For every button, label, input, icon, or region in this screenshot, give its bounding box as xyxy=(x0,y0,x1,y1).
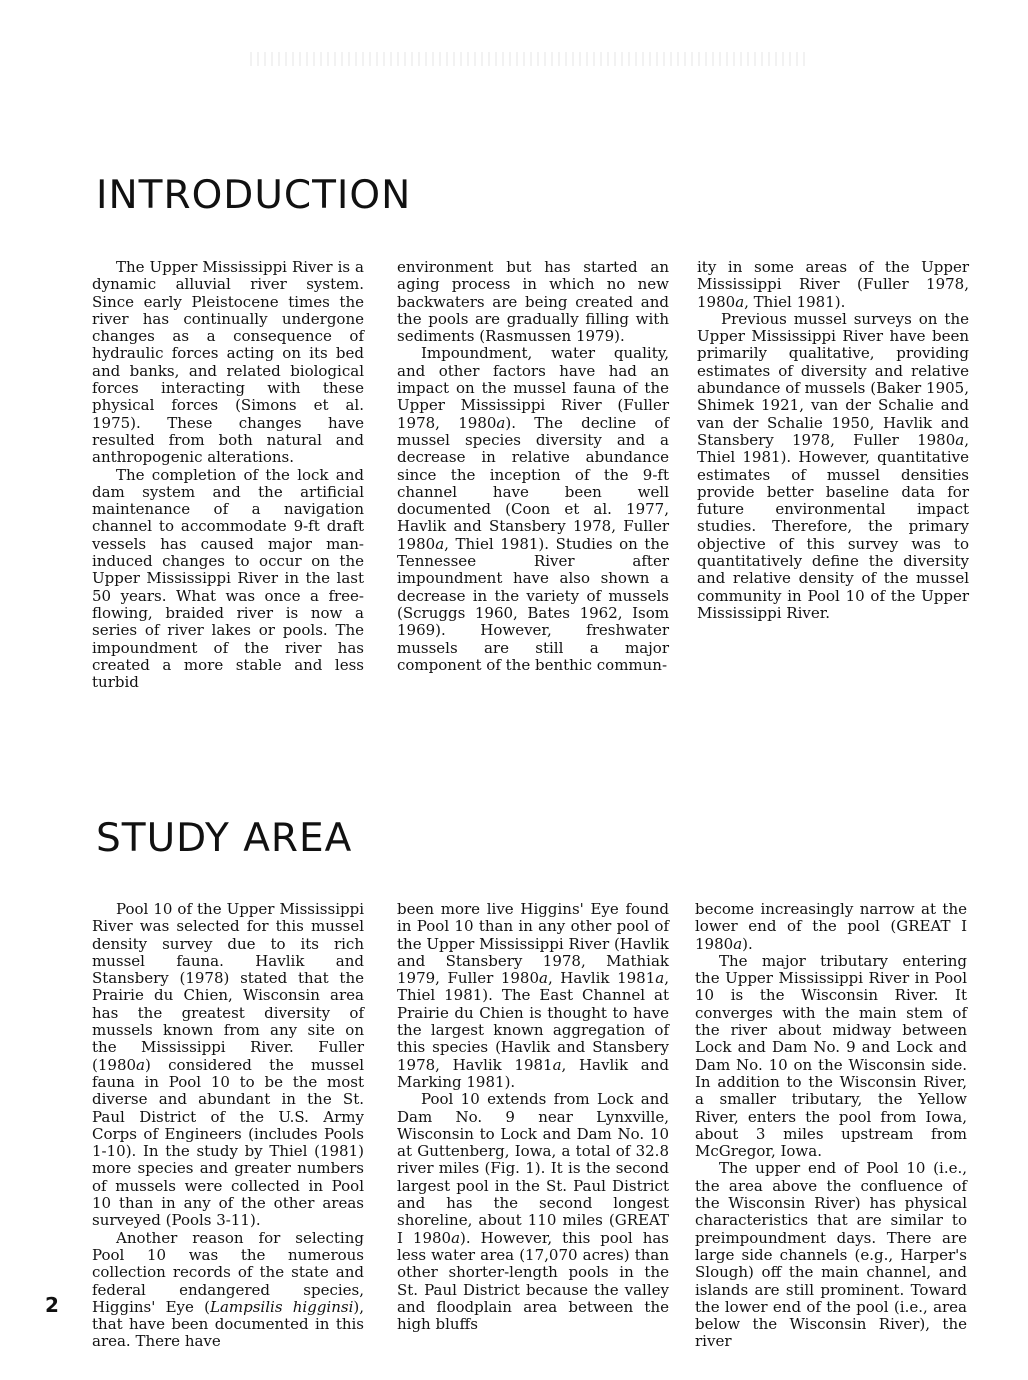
paragraph: Another reason for selecting Pool 10 was the numerous collection records of the state and federal endangered species, Higgins' Eye (Lampsilis higginsi), that have been documented in this area. There have xyxy=(92,1228,364,1351)
scan-artifact xyxy=(250,52,810,66)
paragraph: Previous mussel surveys on the Upper Mississippi River have been primarily qualitative, providing estimates of diversity and relative abundance of mussels (Baker 1905, Shimek 1921, van der Schalie and van der Schalie 1950, Havlik and Stansbery 1978, Fuller 1980a, Thiel 1981). However, quantitative estimates of mussel densities provide better baseline data for future environmental impact studies. Therefore, the primary objective of this survey was to quantitatively define the diversity and relative density of the mussel community in Pool 10 of the Upper Mississippi River. xyxy=(697,309,969,622)
paragraph: environment but has started an aging process in which no new backwaters are being created and the pools are gradually filling with sediments (Rasmussen 1979). xyxy=(397,258,669,346)
paragraph: The upper end of Pool 10 (i.e., the area above the confluence of the Wisconsin River) has physical characteristics that are similar to preimpoundment days. There are large side channels (e.g., Harper's Slough) off the main channel, and islands are still prominent. Toward the lower end of the pool (i.e., area below the Wisconsin River), the river xyxy=(695,1159,967,1351)
paragraph: Pool 10 of the Upper Mississippi River was selected for this mussel density survey due to its rich mussel fauna. Havlik and Stansbery (1978) stated that the Prairie du Chien, Wisconsin area has the greatest diversity of mussels known from any site on the Mississippi River. Fuller (1980a) considered the mussel fauna in Pool 10 to be the most diverse and abundant in the St. Paul District of the U.S. Army Corps of Engineers (includes Pools 1-10). In the study by Thiel (1981) more species and greater numbers of mussels were collected in Pool 10 than in any of the other areas surveyed (Pools 3-11). xyxy=(92,900,364,1230)
paragraph: The Upper Mississippi River is a dynamic alluvial river system. Since early Pleistocene times the river has continually undergone changes as a consequence of hydraulic forces acting on its bed and banks, and related biological forces interacting with these physical forces (Simons et al. 1975). These changes have resulted from both natural and anthropogenic alterations. xyxy=(92,258,364,467)
study-area-heading: STUDY AREA xyxy=(96,816,353,861)
page-number: 2 xyxy=(45,1293,59,1317)
introduction-column-2 xyxy=(397,259,669,674)
introduction-column-3 xyxy=(697,259,969,622)
introduction-heading: INTRODUCTION xyxy=(96,173,412,218)
paragraph: ity in some areas of the Upper Mississippi River (Fuller 1978, 1980a, Thiel 1981). xyxy=(697,258,969,311)
study-area-column-2 xyxy=(397,901,669,1333)
paragraph: Impoundment, water quality, and other factors have had an impact on the mussel fauna of the Upper Mississippi River (Fuller 1978, 1980a). The decline of mussel species diversity and a decrease in relative abundance since the inception of the 9-ft channel have been well documented (Coon et al. 1977, Havlik and Stansbery 1978, Fuller 1980a, Thiel 1981). Studies on the Tennessee River after impoundment have also shown a decrease in the variety of mussels (Scruggs 1960, Bates 1962, Isom 1969). However, freshwater mussels are still a major component of the benthic commun- xyxy=(397,344,670,674)
paragraph: been more live Higgins' Eye found in Pool 10 than in any other pool of the Upper Mississippi River (Havlik and Stansbery 1978, Mathiak 1979, Fuller 1980a, Havlik 1981a, Thiel 1981). The East Channel at Prairie du Chien is thought to have the largest known aggregation of this species (Havlik and Stansbery 1978, Havlik 1981a, Havlik and Marking 1981). xyxy=(397,900,669,1091)
study-area-column-3 xyxy=(695,901,967,1351)
introduction-column-1 xyxy=(92,259,364,691)
paragraph: The completion of the lock and dam system and the artificial maintenance of a navigation channel to accommodate 9-ft draft vessels has caused major man-induced changes to occur on the Upper Mississippi River in the last 50 years. What was once a free-flowing, braided river is now a series of river lakes or pools. The impoundment of the river has created a more stable and less turbid xyxy=(92,465,364,692)
study-area-column-1 xyxy=(92,901,364,1351)
paragraph: The major tributary entering the Upper Mississippi River in Pool 10 is the Wisconsin River. It converges with the main stem of the river about midway between Lock and Dam No. 9 and Lock and Dam No. 10 on the Wisconsin side. In addition to the Wisconsin River, a smaller tributary, the Yellow River, enters the pool from Iowa, about 3 miles upstream from McGregor, Iowa. xyxy=(695,951,967,1161)
paragraph: become increasingly narrow at the lower end of the pool (GREAT I 1980a). xyxy=(695,900,967,953)
paragraph: Pool 10 extends from Lock and Dam No. 9 near Lynxville, Wisconsin to Lock and Dam No. 10 at Guttenberg, Iowa, a total of 32.8 river miles (Fig. 1). It is the second largest pool in the St. Paul District and has the second longest shoreline, about 110 miles (GREAT I 1980a). However, this pool has less water area (17,070 acres) than other shorter-length pools in the St. Paul District because the valley and floodplain area between the high bluffs xyxy=(397,1090,670,1334)
